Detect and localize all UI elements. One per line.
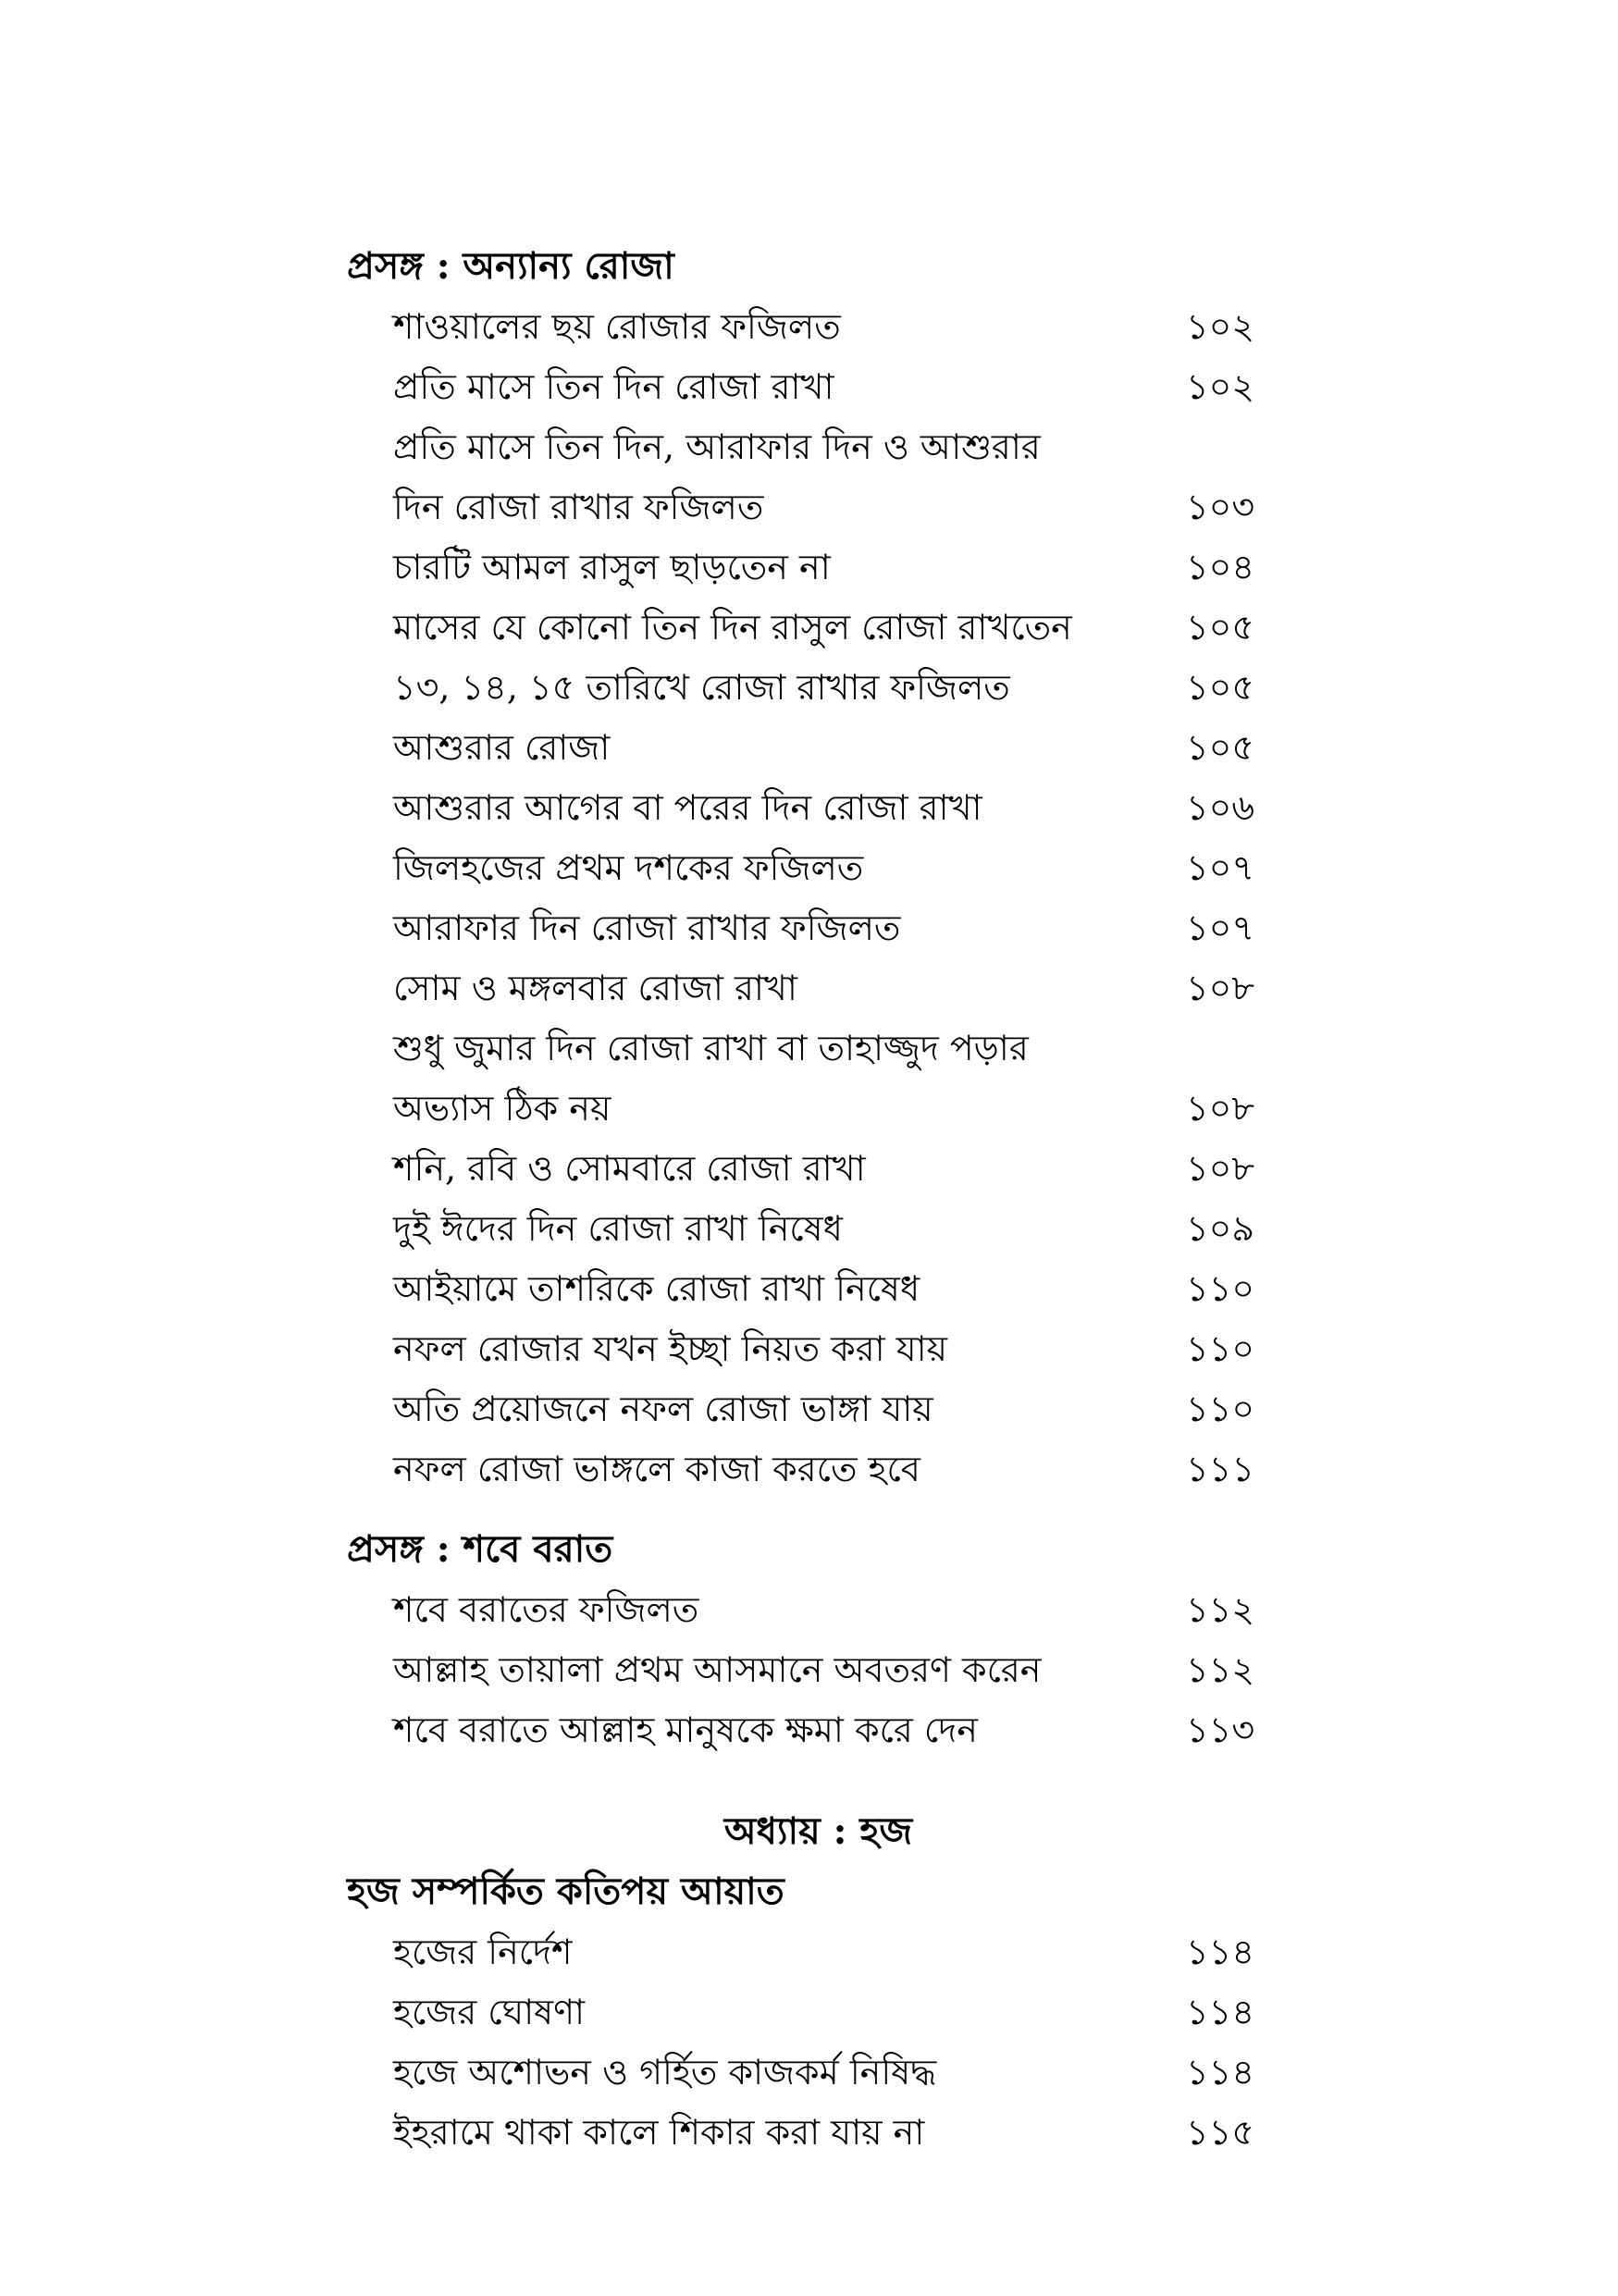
list-item — [0, 1261, 1618, 1320]
list-item — [0, 1080, 1618, 1140]
entry-title: শাওয়ালের ছয় রোজার ফজিলত — [393, 306, 841, 347]
entry-title: হজের ঘোষণা — [393, 1992, 586, 2032]
chapter-title — [0, 1804, 1618, 1859]
list-item — [0, 2105, 1618, 2164]
entry-title: আইয়ামে তাশরিকে রোজা রাখা নিষেধ — [393, 1268, 920, 1309]
chapter-title-text: অধ্যায় : হজ — [723, 1809, 913, 1853]
entry-page-number: ১০৭ — [1186, 847, 1255, 888]
entry-title: নফল রোজার যখন ইচ্ছা নিয়ত করা যায় — [393, 1328, 948, 1369]
entry-page-number: ১০৬ — [1186, 787, 1255, 828]
entry-page-number: ১১৪ — [1186, 1932, 1254, 1972]
entry-title: ইহরামে থাকা কালে শিকার করা যায় না — [393, 2112, 925, 2153]
list-item — [0, 1582, 1618, 1641]
list-item — [0, 780, 1618, 839]
list-item — [0, 720, 1618, 779]
entry-title: শবে বরাতের ফজিলত — [393, 1589, 699, 1630]
entry-page-number: ১০৩ — [1186, 487, 1255, 527]
entry-title: মাসের যে কোনো তিন দিন রাসুল রোজা রাখতেন — [393, 607, 1072, 648]
entry-page-number: ১১২ — [1186, 1649, 1255, 1690]
entry-title: জিলহজের প্রথম দশকের ফজিলত — [393, 847, 864, 888]
list-item — [0, 1924, 1618, 1983]
section-heading: প্রসঙ্গ : শবে বরাত — [347, 1527, 613, 1571]
list-item — [0, 1020, 1618, 1080]
entry-title: আল্লাহ তায়ালা প্রথম আসমানে অবতরণ করেন — [393, 1649, 1042, 1690]
list-item — [0, 900, 1618, 959]
list-item — [0, 359, 1618, 418]
entry-page-number: ১১০ — [1186, 1268, 1255, 1309]
entry-title: দিন রোজা রাখার ফজিলত — [393, 487, 764, 527]
list-item — [0, 1381, 1618, 1440]
entry-title: হজের নির্দেশ — [393, 1932, 573, 1972]
entry-title: চারটি আমল রাসুল ছাড়তেন না — [393, 547, 831, 587]
entry-title: প্রতি মাসে তিন দিন রোজা রাখা — [393, 366, 834, 407]
entry-title: অতি প্রয়োজনে নফল রোজা ভাঙ্গা যায় — [393, 1389, 933, 1429]
entry-page-number: ১১১ — [1186, 1449, 1254, 1489]
section-heading: হজ সম্পর্কিত কতিপয় আয়াত — [347, 1870, 784, 1913]
entry-page-number: ১০২ — [1186, 366, 1255, 407]
entry-title: অভ্যাস ঠিক নয় — [393, 1088, 611, 1129]
list-item — [0, 660, 1618, 719]
entry-title: আশুরার আগের বা পরের দিন রোজা রাখা — [393, 787, 982, 828]
entry-title: প্রতি মাসে তিন দিন, আরাফার দিন ও আশুরার — [393, 426, 1041, 467]
entry-page-number: ১০৫ — [1186, 607, 1255, 648]
entry-page-number: ১১৪ — [1186, 2052, 1254, 2092]
list-item — [0, 1441, 1618, 1500]
entry-page-number: ১১৩ — [1186, 1710, 1255, 1750]
list-item — [0, 299, 1618, 358]
list-item — [0, 960, 1618, 1019]
list-item — [0, 1984, 1618, 2043]
entry-title: দুই ঈদের দিন রোজা রাখা নিষেধ — [393, 1208, 843, 1249]
entry-page-number: ১০৭ — [1186, 907, 1255, 948]
entry-title: হজে অশোভন ও গর্হিত কাজকর্ম নিষিদ্ধ — [393, 2052, 937, 2092]
entry-page-number: ১০৫ — [1186, 727, 1255, 768]
entry-page-number: ১০৪ — [1186, 547, 1255, 587]
entry-title: আশুরার রোজা — [393, 727, 611, 768]
entry-page-number: ১০৫ — [1186, 667, 1255, 708]
entry-page-number: ১১৪ — [1186, 1992, 1254, 2032]
list-item — [0, 539, 1618, 599]
list-item — [0, 599, 1618, 659]
entry-title: ১৩, ১৪, ১৫ তারিখে রোজা রাখার ফজিলত — [393, 667, 1010, 708]
entry-page-number: ১১৫ — [1186, 2112, 1254, 2153]
entry-page-number: ১০৮ — [1186, 1088, 1255, 1129]
list-item — [0, 1201, 1618, 1260]
entry-title: আরাফার দিন রোজা রাখার ফজিলত — [393, 907, 901, 948]
entry-title: নফল রোজা ভাঙ্গলে কাজা করতে হবে — [393, 1449, 920, 1489]
entry-title: শুধু জুমার দিন রোজা রাখা বা তাহাজ্জুদ পড়ার — [393, 1028, 1029, 1068]
list-item — [0, 1321, 1618, 1380]
list-item — [0, 419, 1618, 478]
entry-page-number: ১০২ — [1186, 306, 1255, 347]
section-heading: প্রসঙ্গ : অন্যান্য রোজা — [347, 244, 674, 288]
entry-page-number: ১০৯ — [1186, 1208, 1255, 1249]
list-item — [0, 1642, 1618, 1701]
entry-page-number: ১১০ — [1186, 1328, 1255, 1369]
entry-title: শনি, রবি ও সোমবারে রোজা রাখা — [393, 1148, 866, 1189]
entry-page-number: ১১০ — [1186, 1389, 1255, 1429]
list-item — [0, 2044, 1618, 2104]
entry-page-number: ১১২ — [1186, 1589, 1255, 1630]
entry-title: শবে বরাতে আল্লাহ মানুষকে ক্ষমা করে দেন — [393, 1710, 978, 1750]
entry-page-number: ১০৮ — [1186, 968, 1255, 1008]
list-item — [0, 1141, 1618, 1200]
list-item — [0, 1702, 1618, 1761]
list-item — [0, 479, 1618, 538]
entry-title: সোম ও মঙ্গলবার রোজা রাখা — [393, 968, 797, 1008]
list-item — [0, 840, 1618, 899]
entry-page-number: ১০৮ — [1186, 1148, 1255, 1189]
